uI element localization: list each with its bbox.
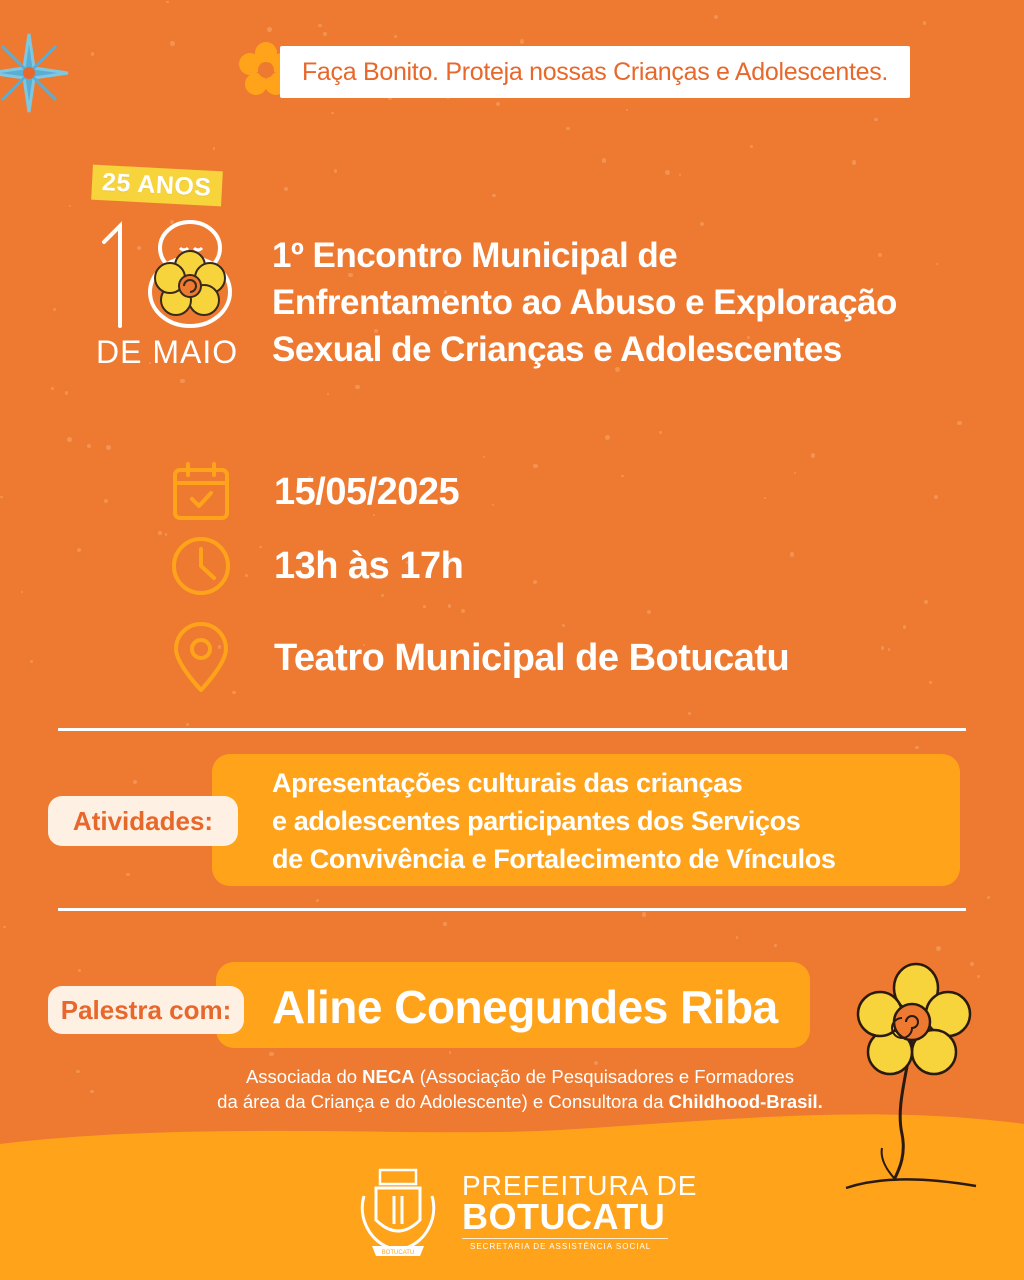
texture-speck	[267, 27, 272, 32]
texture-speck	[679, 174, 682, 177]
texture-speck	[318, 24, 322, 28]
texture-speck	[67, 437, 71, 441]
texture-speck	[443, 922, 446, 925]
texture-speck	[621, 475, 624, 478]
texture-speck	[331, 112, 333, 114]
event-location-row	[170, 622, 789, 694]
prefeitura-label: PREFEITURA DE	[462, 1170, 698, 1201]
activities-line: de Convivência e Fortalecimento de Vínculos	[272, 844, 836, 874]
texture-speck	[170, 41, 174, 45]
flower-illustration	[836, 958, 986, 1198]
texture-speck	[316, 899, 319, 902]
texture-speck	[327, 393, 329, 395]
texture-speck	[496, 102, 500, 106]
texture-speck	[126, 873, 129, 876]
texture-speck	[158, 531, 161, 534]
texture-speck	[53, 308, 56, 311]
texture-speck	[929, 681, 931, 683]
title-line: Sexual de Crianças e Adolescentes	[272, 330, 842, 369]
event-time-row	[170, 536, 463, 596]
texture-speck	[492, 194, 496, 198]
speaker-bio-line: da área da Criança e do Adolescente) e Consultora da Childhood-Brasil.	[217, 1091, 823, 1112]
divider	[58, 728, 966, 731]
calendar-check-icon	[170, 461, 232, 523]
texture-speck	[533, 580, 537, 584]
footer-divider	[462, 1238, 668, 1239]
texture-speck	[448, 604, 451, 607]
texture-speck	[65, 391, 68, 394]
texture-speck	[602, 158, 607, 163]
texture-speck	[903, 625, 906, 628]
texture-speck	[21, 591, 23, 593]
texture-speck	[700, 222, 704, 226]
texture-speck	[626, 109, 628, 111]
campaign-date-label: DE MAIO	[96, 334, 239, 370]
texture-speck	[790, 552, 794, 556]
texture-speck	[461, 609, 465, 613]
seal-text: BOTUCATU	[381, 1250, 415, 1256]
texture-speck	[750, 145, 753, 148]
texture-speck	[520, 39, 525, 44]
texture-speck	[269, 1052, 273, 1056]
texture-speck	[90, 1090, 93, 1093]
texture-speck	[78, 969, 81, 972]
slogan-text: Faça Bonito. Proteja nossas Crianças e Adolescentes.	[301, 57, 889, 86]
activities-label: Atividades:	[48, 796, 238, 846]
texture-speck	[186, 723, 189, 726]
texture-speck	[483, 456, 485, 458]
texture-speck	[87, 444, 91, 448]
texture-speck	[284, 187, 288, 191]
texture-speck	[811, 453, 816, 458]
texture-speck	[764, 497, 766, 499]
texture-speck	[104, 499, 108, 503]
texture-speck	[0, 496, 3, 499]
event-title	[272, 232, 992, 373]
texture-speck	[888, 648, 890, 650]
star-ornament	[0, 30, 72, 116]
slogan-tag	[280, 46, 910, 98]
texture-speck	[605, 435, 610, 440]
texture-speck	[69, 205, 71, 207]
anniversary-badge: 25 ANOS	[91, 165, 222, 207]
speaker-name: Aline Conegundes Riba	[272, 981, 778, 1033]
texture-speck	[133, 780, 137, 784]
texture-speck	[492, 504, 494, 506]
texture-speck	[394, 35, 397, 38]
texture-speck	[51, 387, 54, 390]
divider	[58, 908, 966, 911]
texture-speck	[334, 169, 338, 173]
activities-line: e adolescentes participantes dos Serviços	[272, 806, 801, 836]
clock-icon	[170, 535, 232, 597]
texture-speck	[30, 660, 33, 663]
texture-speck	[106, 445, 111, 450]
texture-speck	[736, 936, 738, 938]
map-pin-icon	[170, 622, 232, 694]
city-name: BOTUCATU	[462, 1196, 666, 1237]
activities-line: Apresentações culturais das crianças	[272, 768, 743, 798]
event-location: Teatro Municipal de Botucatu	[274, 636, 790, 679]
texture-speck	[566, 127, 569, 130]
texture-speck	[957, 421, 962, 426]
event-time: 13h às 17h	[274, 544, 464, 587]
texture-speck	[165, 533, 167, 535]
event-date: 15/05/2025	[274, 470, 460, 513]
speaker-bio-line: Associada do NECA (Associação de Pesquisadores e Formadores	[245, 1066, 795, 1087]
texture-speck	[213, 147, 215, 149]
texture-speck	[924, 600, 928, 604]
department-label: SECRETARIA DE ASSISTÊNCIA SOCIAL	[470, 1242, 652, 1251]
texture-speck	[642, 912, 647, 917]
texture-speck	[423, 605, 426, 608]
texture-speck	[449, 1051, 451, 1053]
texture-speck	[659, 431, 663, 435]
texture-speck	[852, 160, 856, 164]
texture-speck	[714, 15, 718, 19]
coat-of-arms-logo	[354, 1166, 442, 1258]
title-line: Enfrentamento ao Abuso e Exploração	[272, 283, 897, 322]
texture-speck	[923, 21, 927, 25]
texture-speck	[874, 118, 877, 121]
texture-speck	[323, 32, 327, 36]
texture-speck	[774, 944, 777, 947]
texture-speck	[76, 1070, 79, 1073]
texture-speck	[987, 896, 990, 899]
texture-speck	[533, 464, 538, 469]
speaker-bio	[200, 1064, 840, 1114]
texture-speck	[688, 712, 691, 715]
title-line: 1º Encontro Municipal de	[272, 236, 678, 275]
texture-speck	[647, 610, 651, 614]
texture-speck	[665, 170, 670, 175]
event-date-row	[170, 462, 459, 522]
texture-speck	[794, 472, 796, 474]
texture-speck	[881, 646, 884, 649]
texture-speck	[934, 495, 938, 499]
texture-speck	[77, 548, 81, 552]
texture-speck	[936, 946, 941, 951]
texture-speck	[91, 52, 94, 55]
texture-speck	[3, 926, 6, 929]
texture-speck	[355, 385, 359, 389]
texture-speck	[915, 746, 918, 749]
activities-description	[272, 764, 835, 878]
texture-speck	[166, 1, 168, 3]
speaker-label: Palestra com:	[48, 986, 244, 1034]
